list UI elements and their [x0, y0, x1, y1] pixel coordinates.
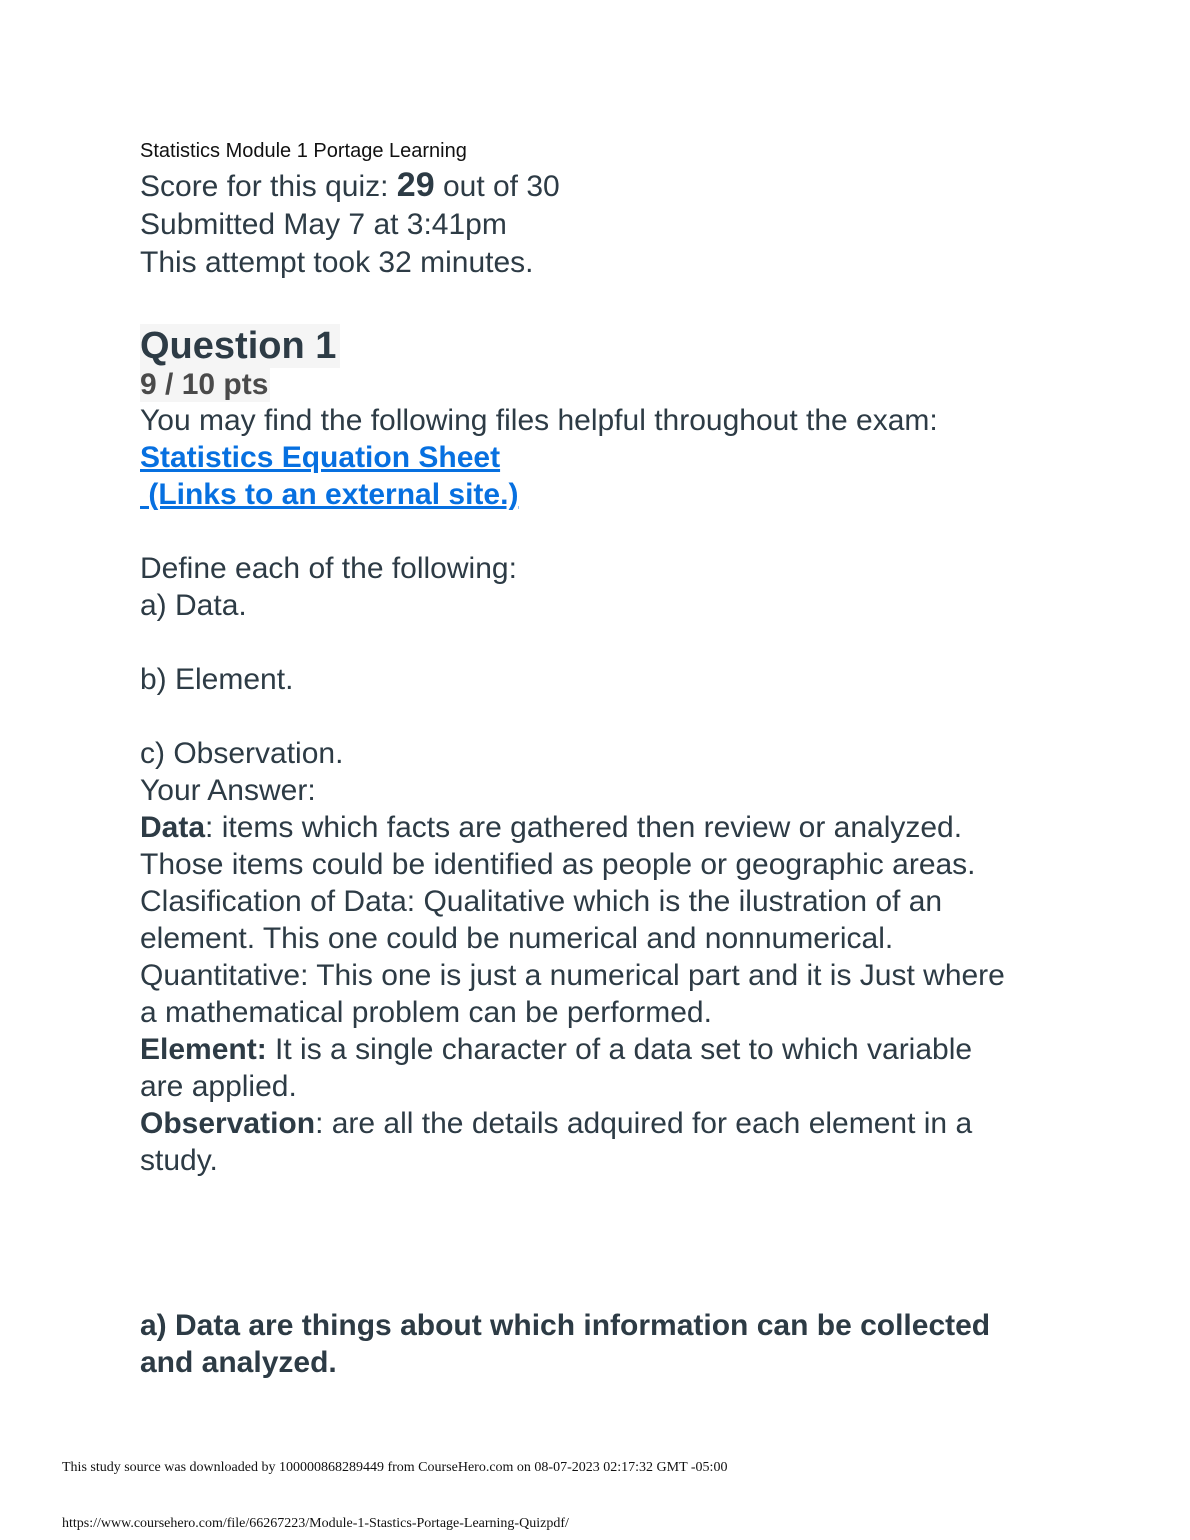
correct-answer-line: a) Data are things about which information can be collected: [140, 1309, 991, 1342]
download-source-footer: This study source was downloaded by 100000868289449 from CourseHero.com on 08-07-2023 02:17:32 GMT -05:00: [62, 1460, 728, 1475]
score-value: 29: [396, 166, 435, 204]
answer-data-term: Data: [140, 811, 206, 844]
answer-line: are applied.: [140, 1070, 297, 1103]
quiz-document: [140, 138, 1060, 1381]
question-item-b: b) Element.: [140, 663, 294, 696]
files-intro: You may find the following files helpful throughout the exam:: [140, 404, 938, 437]
answer-line: a mathematical problem can be performed.: [140, 996, 712, 1029]
document-title: Statistics Module 1 Portage Learning: [140, 140, 467, 162]
source-url-footer: https://www.coursehero.com/file/66267223/Module-1-Stastics-Portage-Learning-Quizpdf/: [62, 1516, 569, 1531]
score-prefix: Score for this quiz:: [140, 170, 397, 203]
spacer: [140, 624, 1060, 661]
answer-data-line: [140, 809, 1060, 846]
external-site-link[interactable]: (Links to an external site.): [140, 478, 519, 511]
quiz-score: [140, 166, 1060, 206]
correct-answer-line: and analyzed.: [140, 1346, 337, 1379]
question-points: 9 / 10 pts: [140, 368, 269, 401]
answer-line: Clasification of Data: Qualitative which is the ilustration of an: [140, 885, 943, 918]
submitted-time: Submitted May 7 at 3:41pm: [140, 208, 507, 241]
spacer: [140, 513, 1060, 550]
spacer: [140, 698, 1060, 735]
question-item-a: a) Data.: [140, 589, 247, 622]
question-title: Question 1: [140, 324, 340, 368]
answer-line: Those items could be identified as people or geographic areas.: [140, 848, 976, 881]
answer-line: element. This one could be numerical and nonnumerical.: [140, 922, 894, 955]
question-item-c: c) Observation.: [140, 737, 344, 770]
answer-observation-line: [140, 1105, 1060, 1142]
answer-data-text: : items which facts are gathered then review or analyzed.: [205, 811, 963, 844]
student-answer: [140, 809, 1060, 1179]
correct-answer: [140, 1307, 1060, 1381]
your-answer-label: Your Answer:: [140, 774, 316, 807]
answer-line: study.: [140, 1144, 218, 1177]
answer-element-term: Element:: [140, 1033, 267, 1066]
equation-sheet-link[interactable]: Statistics Equation Sheet: [140, 441, 501, 474]
answer-line: Quantitative: This one is just a numerical part and it is Just where: [140, 959, 1005, 992]
answer-observation-text: : are all the details adquired for each element in a: [315, 1107, 973, 1140]
score-suffix: out of 30: [434, 170, 560, 203]
answer-observation-term: Observation: [140, 1107, 316, 1140]
answer-element-line: [140, 1031, 1060, 1068]
answer-element-text: It is a single character of a data set to which variable: [266, 1033, 973, 1066]
question-header: [140, 324, 1060, 402]
attempt-duration: This attempt took 32 minutes.: [140, 246, 534, 279]
question-prompt: Define each of the following:: [140, 552, 517, 585]
